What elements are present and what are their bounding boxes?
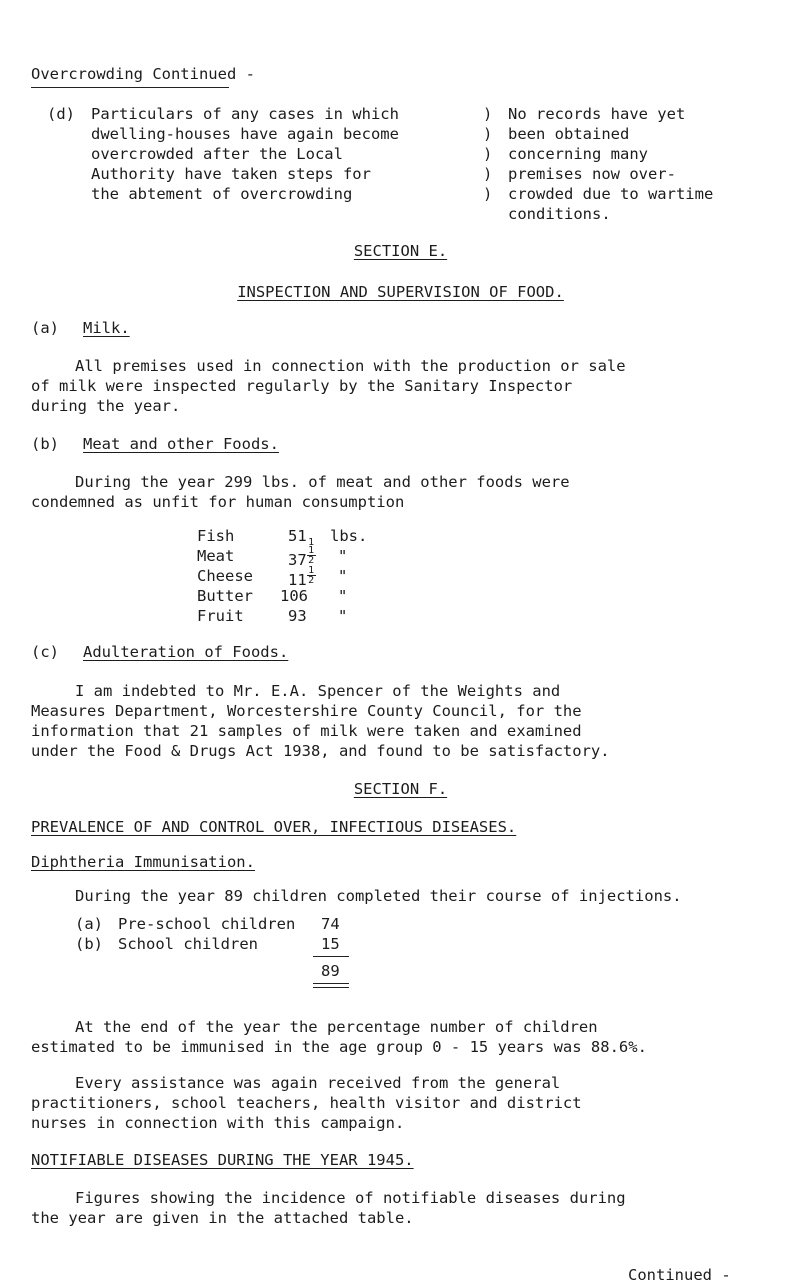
food-name: Butter xyxy=(197,587,253,605)
assistance-line: nurses in connection with this campaign. xyxy=(31,1114,405,1132)
total-value: 89 xyxy=(321,962,340,980)
section-f-subheading: PREVALENCE OF AND CONTROL OVER, INFECTIOUS DISEASES. xyxy=(31,818,517,836)
diphtheria-intro: During the year 89 children completed their course of injections. xyxy=(75,887,682,905)
diphtheria-title: Diphtheria Immunisation. xyxy=(31,853,255,871)
food-amount: 37 $\frac{1}{2}$ xyxy=(288,545,315,569)
milk-title: Milk. xyxy=(83,319,130,337)
milk-line: during the year. xyxy=(31,397,181,415)
meat-line: condemned as unfit for human consumption xyxy=(31,493,405,511)
percentage-line: estimated to be immunised in the age group 0 - 15 years was 88.6%. xyxy=(31,1038,647,1056)
assistance-line: Every assistance was again received from the general xyxy=(75,1074,561,1092)
adulteration-line: under the Food & Drugs Act 1938, and found to be satisfactory. xyxy=(31,742,610,760)
food-unit: " xyxy=(338,607,348,625)
fraction: $\frac{1}{2}$ xyxy=(308,565,315,586)
adulteration-line: I am indebted to Mr. E.A. Spencer of the Weights and xyxy=(75,682,561,700)
milk-line: of milk were inspected regularly by the Sanitary Inspector xyxy=(31,377,573,395)
section-d-left-line: Authority have taken steps for xyxy=(91,165,371,183)
bracket: ) xyxy=(483,185,493,203)
bracket: ) xyxy=(483,165,493,183)
section-d-left-line: dwelling-houses have again become xyxy=(91,125,399,143)
notifiable-title: NOTIFIABLE DISEASES DURING THE YEAR 1945. xyxy=(31,1151,414,1169)
row-label: (a) xyxy=(75,915,103,933)
food-amount: 51 1 xyxy=(288,527,315,548)
fraction: 1 xyxy=(308,537,315,548)
bracket: ) xyxy=(483,145,493,163)
milk-line: All premises used in connection with the production or sale xyxy=(75,357,626,375)
title-underline xyxy=(31,87,229,88)
food-name: Cheese xyxy=(197,567,253,585)
percentage-line: At the end of the year the percentage number of children xyxy=(75,1018,598,1036)
section-d-left-line: overcrowded after the Local xyxy=(91,145,343,163)
section-e-subheading: INSPECTION AND SUPERVISION OF FOOD. xyxy=(237,283,564,301)
food-amount: 11 $\frac{1}{2}$ xyxy=(288,565,315,589)
food-unit: " xyxy=(338,567,348,585)
section-d-right-line: concerning many xyxy=(508,145,648,163)
section-f-heading: SECTION F. xyxy=(353,780,448,798)
meat-line: During the year 299 lbs. of meat and other foods were xyxy=(75,473,570,491)
section-d-right-line: No records have yet xyxy=(508,105,686,123)
meat-title: Meat and other Foods. xyxy=(83,435,279,453)
food-name: Meat xyxy=(197,547,235,565)
food-amount: 106 xyxy=(280,587,308,605)
assistance-line: practitioners, school teachers, health visitor and district xyxy=(31,1094,582,1112)
adulteration-title: Adulteration of Foods. xyxy=(83,643,289,661)
fraction: $\frac{1}{2}$ xyxy=(308,545,315,566)
milk-label: (a) xyxy=(31,319,59,337)
section-d-right-line: crowded due to wartime xyxy=(508,185,714,203)
row-name: Pre-school children xyxy=(118,915,296,933)
sum-rule xyxy=(313,956,349,957)
continued-footer: Continued - xyxy=(628,1266,731,1284)
bracket: ) xyxy=(483,105,493,123)
section-d-label: (d) xyxy=(47,105,75,123)
section-d-right-line: premises now over- xyxy=(508,165,676,183)
food-unit: " xyxy=(338,547,348,565)
adulteration-line: Measures Department, Worcestershire County Council, for the xyxy=(31,702,582,720)
adulteration-line: information that 21 samples of milk were taken and examined xyxy=(31,722,582,740)
section-d-right-line: been obtained xyxy=(508,125,630,143)
meat-label: (b) xyxy=(31,435,59,453)
section-d-right-line: conditions. xyxy=(508,205,611,223)
row-value: 74 xyxy=(321,915,340,933)
notifiable-line: Figures showing the incidence of notifiable diseases during xyxy=(75,1189,626,1207)
section-d-left-line: Particulars of any cases in which xyxy=(91,105,399,123)
food-name: Fruit xyxy=(197,607,244,625)
section-d-left-line: the abtement of overcrowding xyxy=(91,185,353,203)
food-unit: " xyxy=(338,587,348,605)
notifiable-line: the year are given in the attached table. xyxy=(31,1209,414,1227)
food-unit: lbs. xyxy=(330,527,368,545)
adulteration-label: (c) xyxy=(31,643,59,661)
page-title: Overcrowding Continued - xyxy=(31,65,255,83)
section-e-heading: SECTION E. xyxy=(353,242,448,260)
row-value: 15 xyxy=(321,935,340,953)
food-name: Fish xyxy=(197,527,235,545)
row-label: (b) xyxy=(75,935,103,953)
total-double-rule xyxy=(313,983,349,988)
food-amount: 93 xyxy=(288,607,307,625)
row-name: School children xyxy=(118,935,258,953)
bracket: ) xyxy=(483,125,493,143)
